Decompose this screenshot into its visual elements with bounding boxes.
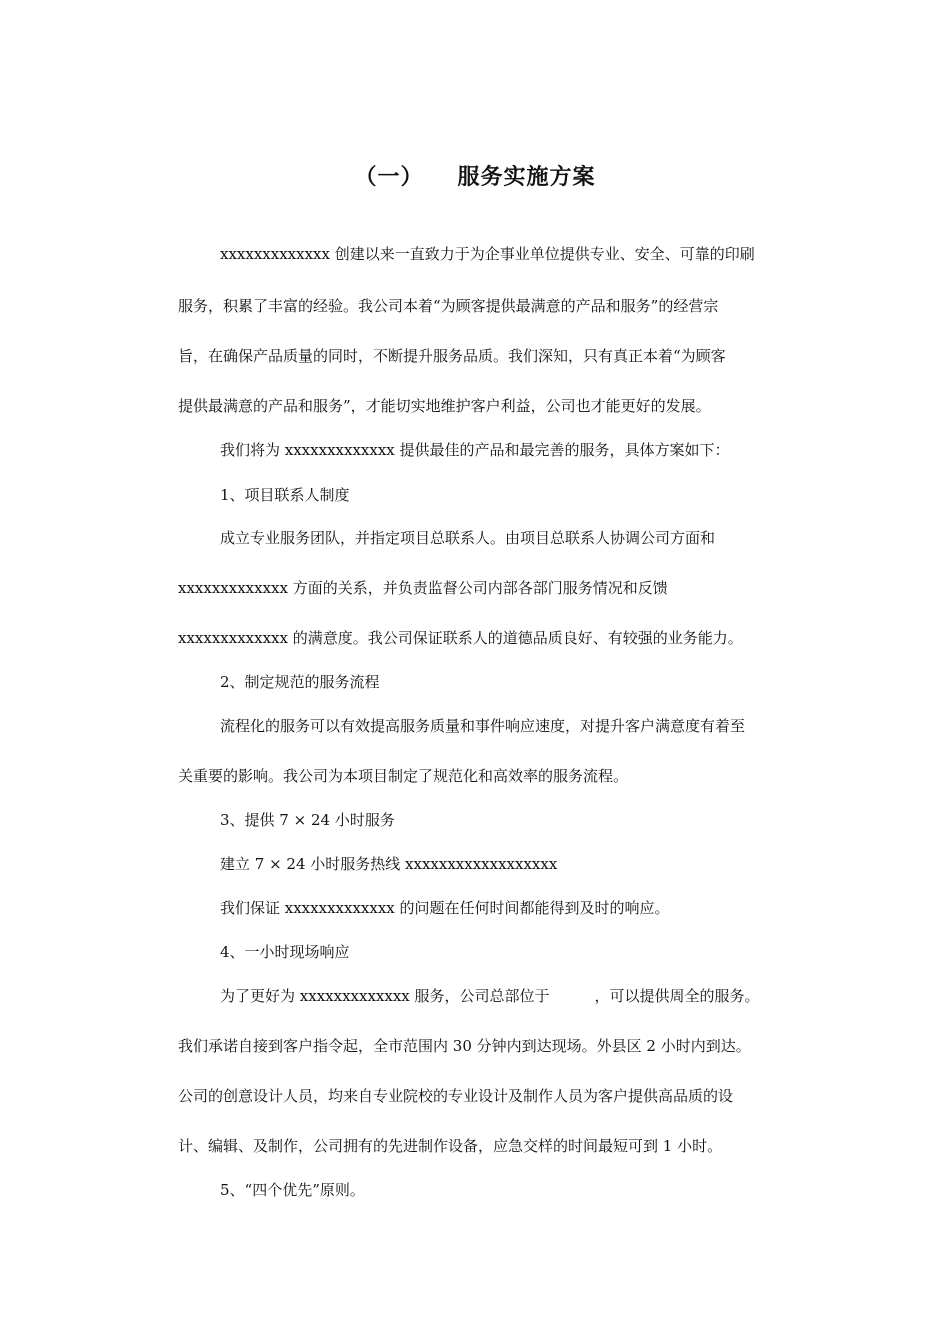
paragraph-line: 关重要的影响。我公司为本项目制定了规范化和高效率的服务流程。 [178,767,629,785]
list-heading: 4、一小时现场响应 [220,943,350,961]
paragraph-line: 我们承诺自接到客户指令起，全市范围内 30 分钟内到达现场。外县区 2 小时内到达。 [178,1037,751,1055]
list-heading: 3、提供 7 × 24 小时服务 [220,811,395,829]
paragraph-line: 旨，在确保产品质量的同时，不断提升服务品质。我们深知，只有真正本着“为顾客 [178,347,726,365]
paragraph-line: 服务，积累了丰富的经验。我公司本着“为顾客提供最满意的产品和服务”的经营宗 [178,297,719,315]
paragraph-line: 建立 7 × 24 小时服务热线 xxxxxxxxxxxxxxxxxx [220,855,558,873]
section-heading: 服务实施方案 [457,165,596,190]
paragraph-line: 我们将为 xxxxxxxxxxxxx 提供最佳的产品和最完善的服务，具体方案如下： [220,441,730,459]
paragraph-line: 为了更好为 xxxxxxxxxxxxx 服务，公司总部位于 ，可以提供周全的服务。 [220,987,760,1005]
section-title [0,160,950,191]
paragraph-line: xxxxxxxxxxxxx 创建以来一直致力于为企事业单位提供专业、安全、可靠的印刷 [220,245,755,263]
section-number: （一） [354,165,424,190]
paragraph-line: xxxxxxxxxxxxx 的满意度。我公司保证联系人的道德品质良好、有较强的业务能力。 [178,629,743,647]
paragraph-line: 计、编辑、及制作，公司拥有的先进制作设备，应急交样的时间最短可到 1 小时。 [178,1137,723,1155]
paragraph-line: 提供最满意的产品和服务”，才能切实地维护客户利益，公司也才能更好的发展。 [178,397,711,415]
list-heading: 2、制定规范的服务流程 [220,673,380,691]
paragraph-line: 公司的创意设计人员，均来自专业院校的专业设计及制作人员为客户提供高品质的设 [178,1087,734,1105]
paragraph-line: 我们保证 xxxxxxxxxxxxx 的问题在任何时间都能得到及时的响应。 [220,899,670,917]
list-heading: 5、“四个优先”原则。 [220,1181,365,1199]
paragraph-line: 成立专业服务团队，并指定项目总联系人。由项目总联系人协调公司方面和 [220,529,716,547]
list-heading: 1、项目联系人制度 [220,486,350,504]
paragraph-line: 流程化的服务可以有效提高服务质量和事件响应速度，对提升客户满意度有着至 [220,717,746,735]
paragraph-line: xxxxxxxxxxxxx 方面的关系，并负责监督公司内部各部门服务情况和反馈 [178,579,668,597]
